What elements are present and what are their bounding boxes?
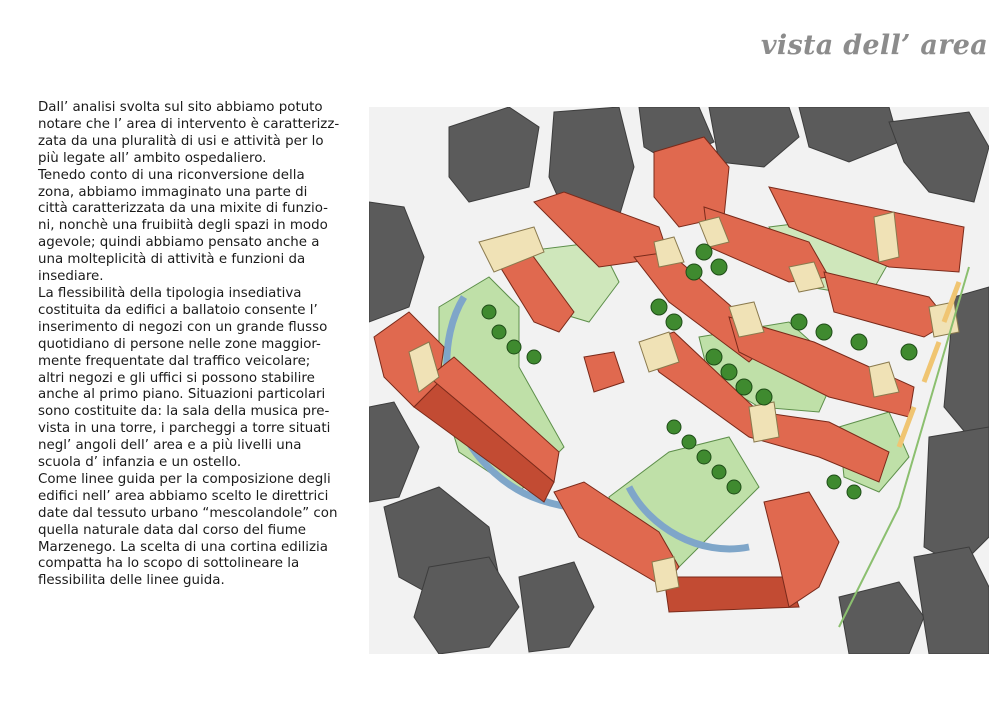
tree [851,334,867,350]
tree [901,344,917,360]
tree [682,435,696,449]
tree [527,350,541,364]
tree [686,264,702,280]
tree [492,325,506,339]
paragraph-guidelines: Come linee guida per la composizione degli edifici nell’ area abbiamo scelto le direttrici date dal tessuto urbano “mescolandole” con quella naturale data dal corso del fiume Marzenego. La scelta di una cortina edilizia compatta ha lo scopo di sottolineare la flessibilita delle linee guida. [38,471,338,589]
new-building [664,577,799,612]
tree [666,314,682,330]
tree [847,485,861,499]
tree [651,299,667,315]
aerial-view-rendering [369,107,989,654]
tree [696,244,712,260]
connector [749,402,779,442]
tree [727,480,741,494]
tree [721,364,737,380]
tree [711,259,727,275]
tree [697,450,711,464]
connector [652,557,679,592]
tree [791,314,807,330]
connector [874,212,899,262]
tree [507,340,521,354]
tree [816,324,832,340]
paragraph-reconversion: Tenedo conto di una riconversione della zona, abbiamo immaginato una parte di città caratterizzata da una mixite di funzio- ni, nonchè una fruibiità degli spazi in modo agevole; quindi abbiamo pensato anche a una molteplicità di attività e funzioni da insediare. [38,167,329,285]
description-text [38,100,366,590]
tree [736,379,752,395]
tree [712,465,726,479]
page-title: vista dell’ area [760,30,988,61]
paragraph-analysis: Dall’ analisi svolta sul sito abbiamo potuto notare che l’ area di intervento è caratterizz- zata da una pluralità di usi e attività per lo più legate all’ ambito ospedaliero. [38,100,340,166]
tree [482,305,496,319]
tree [706,349,722,365]
tree [756,389,772,405]
tree [827,475,841,489]
context-building [924,427,989,567]
aerial-view-illustration [369,107,989,654]
paragraph-flexibility: La flessibilità della tipologia insediativa costituita da edifici a ballatoio consente l’ inserimento di negozi con un grande flusso quotidiano di persone nelle zone maggior- mente frequentate dal traffico veicolare; altri negozi e gli uffici si possono stabilire anche al primo piano. Situazioni particolari sono costituite da: la sala della musica pre- vista in una torre, i parcheggi a torre situati negl’ angoli dell’ area e a più livelli una scuola d’ infanzia e un ostello. [38,285,331,471]
tree [667,420,681,434]
